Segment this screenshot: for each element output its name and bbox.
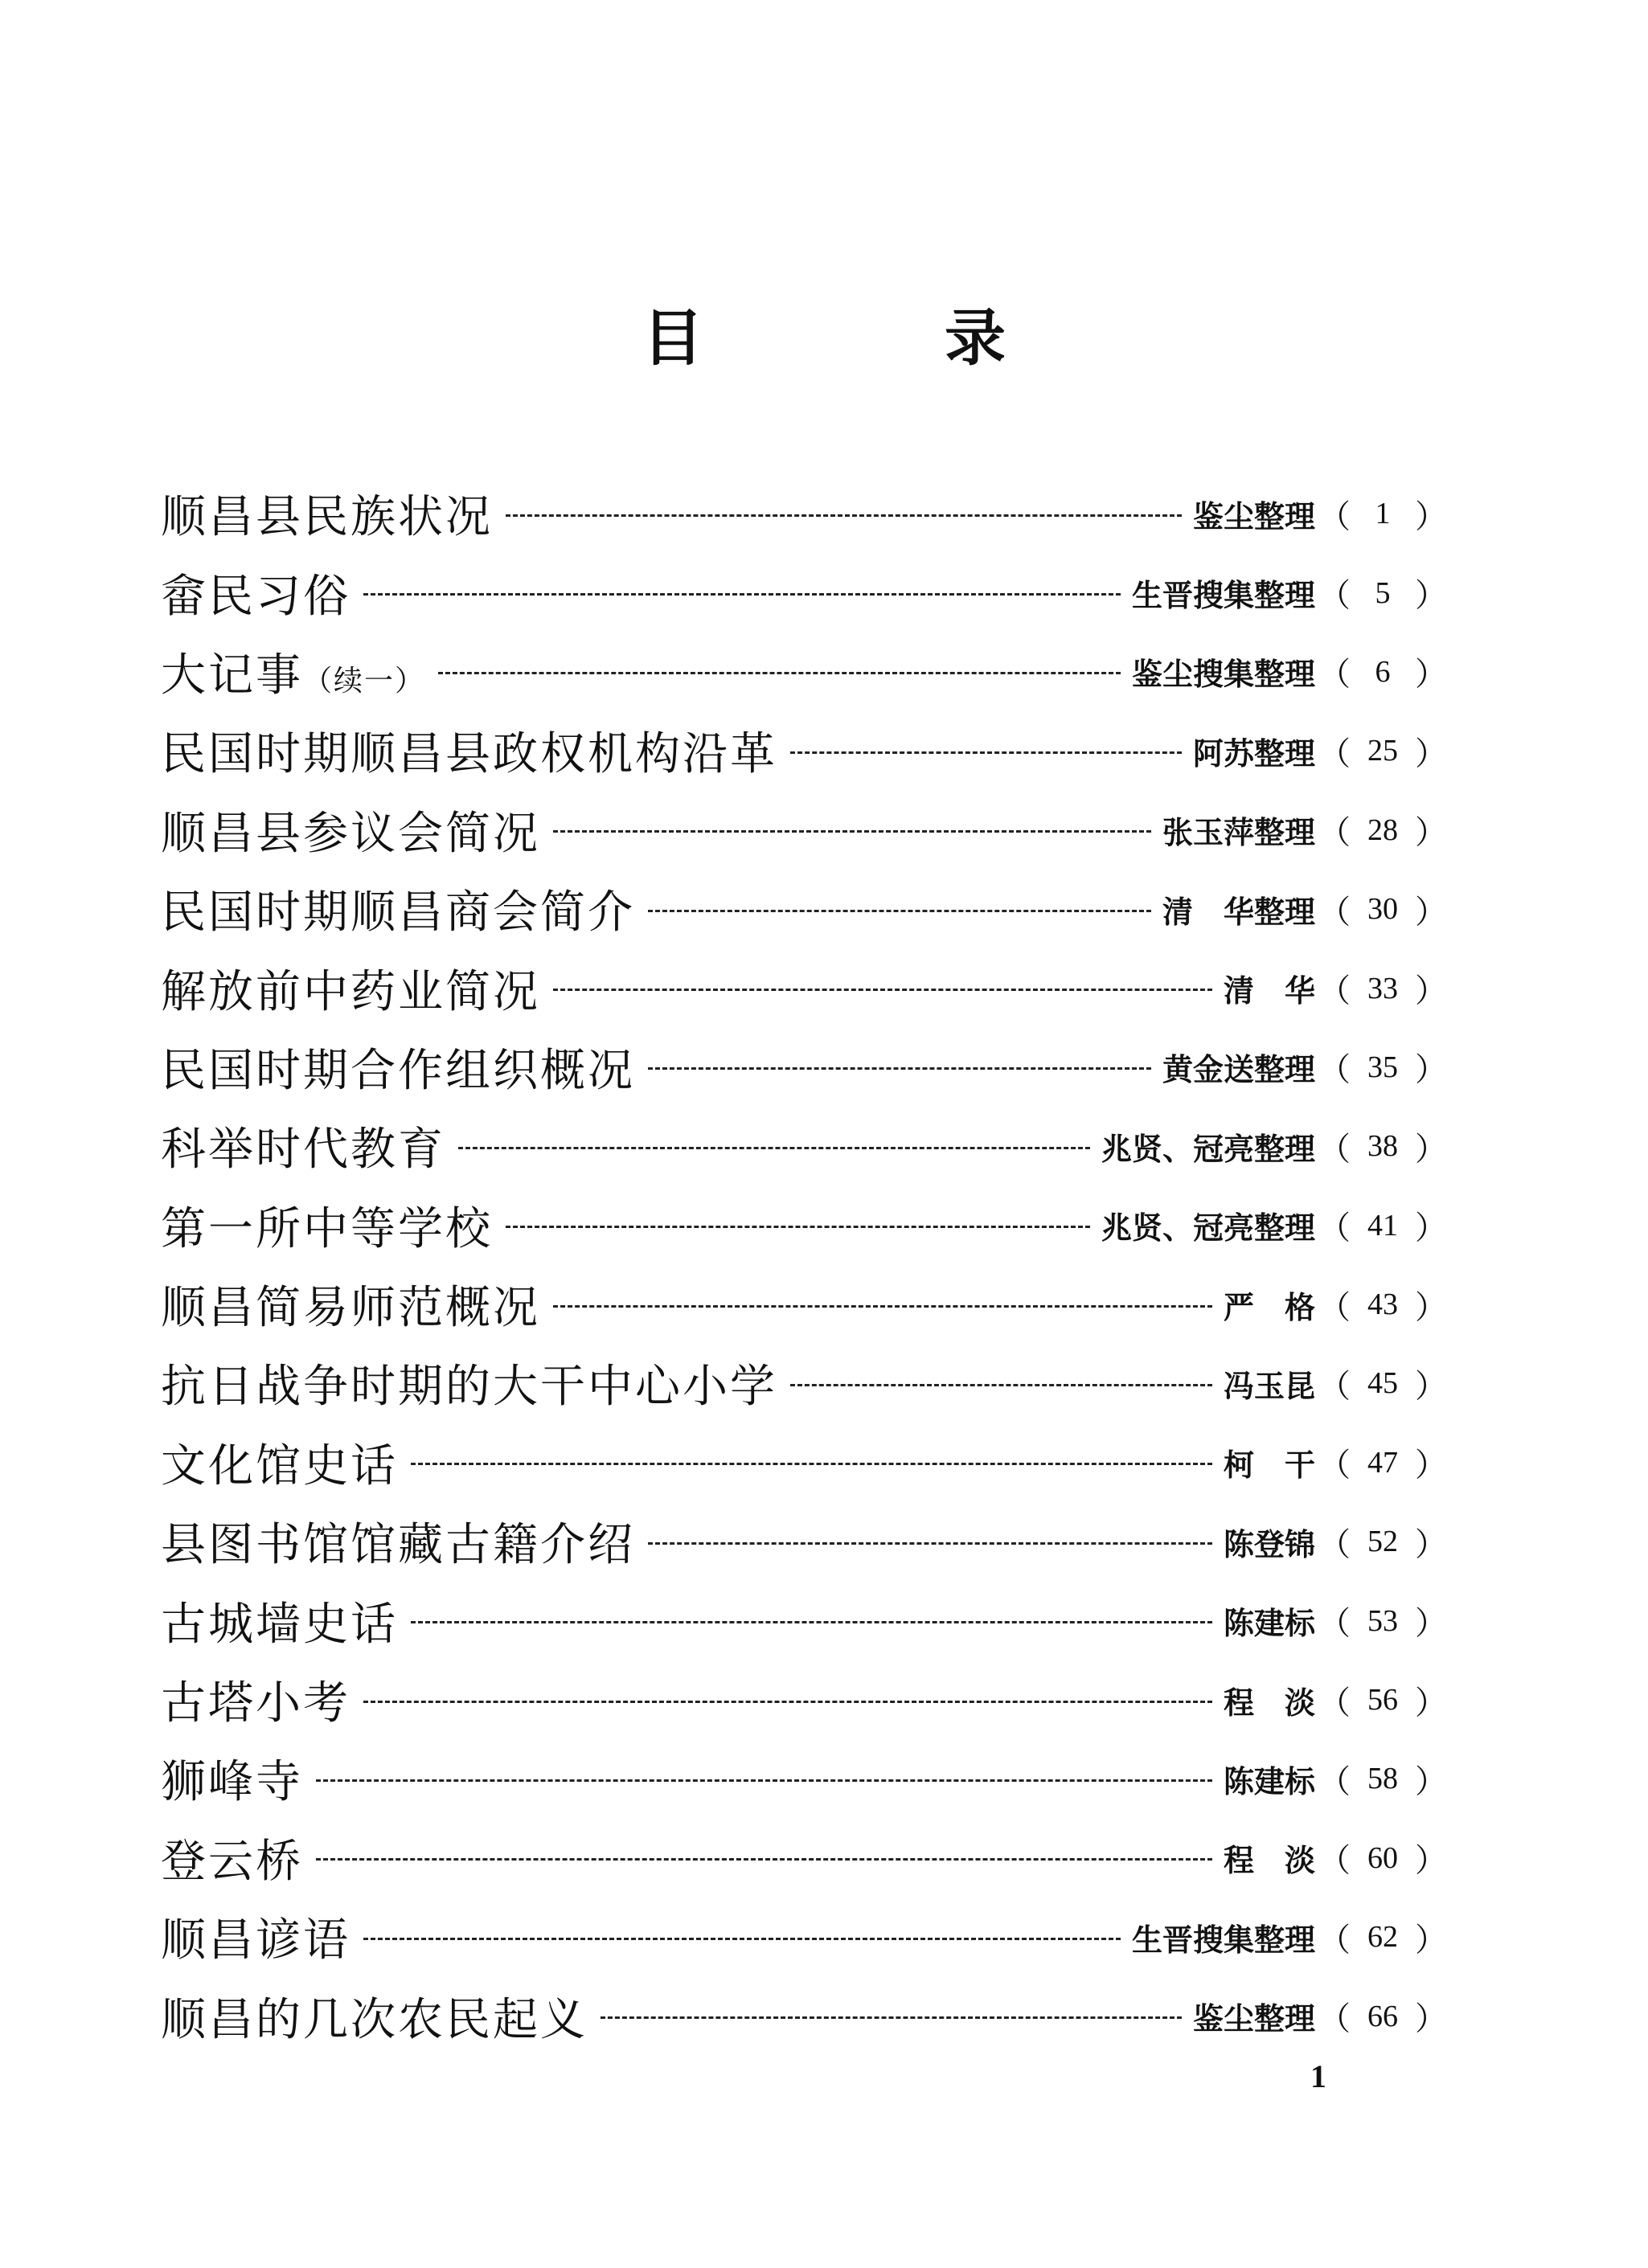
open-paren: （ [1318, 656, 1351, 694]
toc-entry-author: 陈登锦 [1223, 1525, 1315, 1562]
toc-dash-leader [363, 1938, 1121, 1940]
toc-entry-author: 鉴尘整理 [1192, 2000, 1315, 2037]
toc-entry-page-number: 1 [1375, 497, 1391, 531]
close-paren: ） [1415, 1447, 1447, 1484]
toc-dash-leader [438, 672, 1121, 674]
toc-entry-author: 生晋搜集整理 [1131, 1921, 1315, 1958]
page-title [0, 289, 1648, 377]
toc-entry-title-text: 文化馆史话 [161, 1439, 398, 1492]
toc-entry-page-number: 30 [1367, 892, 1398, 927]
toc-entry-page [1318, 1914, 1447, 1960]
toc-entry-title [161, 1431, 398, 1495]
toc-entry-title-text: 第一所中等学校 [161, 1202, 493, 1255]
toc-entry [161, 1344, 1447, 1423]
toc-entry-title [161, 1984, 588, 2049]
open-paren: （ [1318, 497, 1351, 535]
toc-entry-page-number: 66 [1367, 1999, 1398, 2033]
toc-entry-page [1318, 1282, 1447, 1328]
toc-entry-page-number: 33 [1367, 971, 1398, 1005]
open-paren: （ [1318, 1684, 1351, 1721]
page-number: 1 [1310, 2058, 1326, 2094]
toc-entry-author: 严 格 [1223, 1288, 1315, 1325]
open-paren: （ [1318, 814, 1351, 852]
toc-entry [161, 1819, 1447, 1898]
toc-entry-page-number: 52 [1367, 1525, 1398, 1559]
toc-entry-author: 清 华 [1223, 972, 1315, 1009]
close-paren: ） [1415, 1288, 1447, 1326]
toc-entry-page-number: 58 [1367, 1762, 1398, 1796]
toc-entry-title [161, 798, 540, 862]
close-paren: ） [1415, 656, 1447, 694]
toc-entry-page-number: 45 [1367, 1366, 1398, 1401]
toc-entry-title [161, 1114, 445, 1178]
toc-entry-title-text: 民国时期顺昌县政权机构沿革 [161, 728, 777, 781]
toc-dash-leader [553, 1305, 1212, 1308]
toc-entry-page-number: 6 [1375, 654, 1391, 689]
toc-entry-title [161, 640, 425, 704]
toc-dash-leader [363, 593, 1121, 596]
toc-dash-leader [411, 1621, 1212, 1623]
toc-entry-page [1318, 1361, 1447, 1406]
toc-entry-author: 柯 干 [1223, 1447, 1315, 1484]
toc-entry-author: 阿苏整理 [1192, 735, 1315, 772]
toc-entry [161, 1186, 1447, 1265]
toc-entry-author: 陈建标 [1223, 1605, 1315, 1642]
toc-dash-leader [506, 514, 1182, 517]
toc-entry-title [161, 561, 351, 625]
toc-entry-title-text: 古塔小考 [161, 1677, 351, 1730]
toc-entry [161, 1739, 1447, 1818]
toc-dash-leader [316, 1779, 1212, 1782]
toc-entry-author: 兆贤、冠亮整理 [1101, 1210, 1315, 1247]
page-title-char-2: 录 [945, 302, 1006, 374]
close-paren: ） [1415, 1367, 1447, 1405]
toc-dash-leader [316, 1858, 1212, 1861]
toc-entry-page-number: 28 [1367, 813, 1398, 847]
open-paren: （ [1318, 1288, 1351, 1326]
toc-entry-page-number: 38 [1367, 1129, 1398, 1164]
toc-entry-title [161, 877, 635, 941]
toc-entry-page [1318, 1835, 1447, 1881]
toc-entry-title-text: 科举时代教育 [161, 1124, 445, 1177]
toc-dash-leader [553, 989, 1212, 991]
close-paren: ） [1415, 2000, 1447, 2038]
toc-entry-author: 陈建标 [1223, 1762, 1315, 1799]
toc-entry-author: 冯玉昆 [1223, 1367, 1315, 1404]
toc-entry-page-number: 47 [1367, 1445, 1398, 1480]
toc-entry-author: 程 淡 [1223, 1842, 1315, 1879]
open-paren: （ [1318, 1605, 1351, 1643]
toc-entry [161, 791, 1447, 870]
toc-entry-page [1318, 1124, 1447, 1169]
toc-entry-title [161, 1905, 351, 1969]
toc-entry-title-text: 登云桥 [161, 1835, 303, 1888]
toc-entry [161, 711, 1447, 790]
toc-entry-title-text: 解放前中药业简况 [161, 965, 540, 1018]
open-paren: （ [1318, 1210, 1351, 1247]
toc-entry [161, 1265, 1447, 1344]
toc-entry-author: 鉴尘搜集整理 [1131, 656, 1315, 693]
close-paren: ） [1415, 1684, 1447, 1721]
toc-dash-leader [648, 910, 1151, 912]
toc-dash-leader [506, 1226, 1090, 1228]
toc-entry-title-text: 县图书馆馆藏古籍介绍 [161, 1519, 635, 1572]
close-paren: ） [1415, 1051, 1447, 1089]
open-paren: （ [1318, 1447, 1351, 1484]
close-paren: ） [1415, 972, 1447, 1010]
toc-entry [161, 1898, 1447, 1976]
toc-entry-page [1318, 1519, 1447, 1565]
toc-entry-author: 程 淡 [1223, 1684, 1315, 1721]
toc-entry [161, 1423, 1447, 1502]
toc-entry-author: 清 华整理 [1162, 893, 1315, 930]
toc-dash-leader [601, 2016, 1182, 2019]
open-paren: （ [1318, 1921, 1351, 1959]
close-paren: ） [1415, 577, 1447, 615]
toc-entry-title [161, 956, 540, 1021]
toc-entry-title [161, 1746, 303, 1811]
table-of-contents [161, 474, 1447, 2056]
toc-entry [161, 1502, 1447, 1581]
toc-entry-title-text: 抗日战争时期的大干中心小学 [161, 1361, 777, 1414]
page-title-char-1: 目 [642, 302, 703, 374]
toc-entry-page [1318, 965, 1447, 1011]
toc-entry-page [1318, 491, 1447, 537]
toc-entry-page [1318, 649, 1447, 694]
close-paren: ） [1415, 1921, 1447, 1959]
toc-entry-title-text: 顺昌简易师范概况 [161, 1282, 540, 1335]
toc-entry-page [1318, 728, 1447, 774]
open-paren: （ [1318, 1051, 1351, 1089]
toc-entry [161, 870, 1447, 948]
toc-entry-page [1318, 1598, 1447, 1644]
toc-entry-page [1318, 1202, 1447, 1248]
toc-entry [161, 1581, 1447, 1660]
toc-entry-title [161, 1272, 540, 1337]
close-paren: ） [1415, 497, 1447, 535]
toc-entry-title [161, 1668, 351, 1732]
toc-entry-page-number: 41 [1367, 1208, 1398, 1242]
toc-entry-page [1318, 570, 1447, 616]
open-paren: （ [1318, 1367, 1351, 1405]
open-paren: （ [1318, 1130, 1351, 1168]
toc-entry-page [1318, 807, 1447, 853]
toc-entry [161, 633, 1447, 711]
toc-dash-leader [790, 751, 1182, 754]
toc-dash-leader [553, 830, 1151, 833]
toc-entry [161, 1660, 1447, 1739]
open-paren: （ [1318, 2000, 1351, 2038]
close-paren: ） [1415, 1605, 1447, 1643]
open-paren: （ [1318, 1525, 1351, 1563]
toc-entry-author: 黄金送整理 [1162, 1051, 1315, 1088]
toc-entry-author: 张玉萍整理 [1162, 814, 1315, 851]
toc-entry-title-text: 顺昌县民族状况 [161, 491, 493, 544]
toc-entry [161, 474, 1447, 553]
toc-entry-title-text: 古城墙史话 [161, 1598, 398, 1651]
toc-entry-page [1318, 886, 1447, 932]
toc-entry-page-number: 56 [1367, 1683, 1398, 1717]
toc-entry-author: 鉴尘整理 [1192, 497, 1315, 534]
toc-entry-title-text: 顺昌谚语 [161, 1914, 351, 1967]
toc-entry-page [1318, 1993, 1447, 2039]
close-paren: ） [1415, 814, 1447, 852]
toc-entry-title-text: 大记事 [161, 649, 303, 702]
open-paren: （ [1318, 1762, 1351, 1800]
toc-dash-leader [363, 1701, 1212, 1703]
toc-entry-title-text: 顺昌的几次农民起义 [161, 1993, 588, 2046]
toc-entry-page-number: 35 [1367, 1050, 1398, 1084]
open-paren: （ [1318, 893, 1351, 931]
close-paren: ） [1415, 893, 1447, 931]
close-paren: ） [1415, 1525, 1447, 1563]
toc-entry-title [161, 1589, 398, 1653]
toc-entry-page [1318, 1439, 1447, 1485]
toc-entry-title [161, 1509, 635, 1574]
toc-dash-leader [790, 1384, 1212, 1386]
toc-entry-title-text: 民国时期顺昌商会简介 [161, 886, 635, 940]
toc-entry-title-text: 狮峰寺 [161, 1756, 303, 1809]
toc-dash-leader [458, 1147, 1090, 1149]
toc-entry-page [1318, 1677, 1447, 1723]
close-paren: ） [1415, 1210, 1447, 1247]
toc-entry-page [1318, 1044, 1447, 1090]
toc-entry-page [1318, 1756, 1447, 1802]
toc-entry-title [161, 1193, 493, 1258]
open-paren: （ [1318, 1842, 1351, 1880]
close-paren: ） [1415, 1842, 1447, 1880]
toc-entry-title [161, 1826, 303, 1890]
toc-entry-page-number: 60 [1367, 1840, 1398, 1875]
toc-dash-leader [648, 1067, 1151, 1070]
open-paren: （ [1318, 577, 1351, 615]
open-paren: （ [1318, 972, 1351, 1010]
toc-entry-title [161, 481, 493, 546]
toc-dash-leader [411, 1463, 1212, 1465]
toc-entry-author: 生晋搜集整理 [1131, 577, 1315, 614]
toc-entry-title-text: 民国时期合作组织概况 [161, 1044, 635, 1097]
toc-entry-page-number: 25 [1367, 734, 1398, 768]
toc-entry-author: 兆贤、冠亮整理 [1101, 1130, 1315, 1167]
toc-entry-page-number: 62 [1367, 1920, 1398, 1955]
toc-entry-subtitle: （续一） [303, 664, 426, 698]
toc-entry-title-text: 顺昌县参议会简况 [161, 807, 540, 860]
toc-dash-leader [648, 1542, 1212, 1545]
close-paren: ） [1415, 735, 1447, 772]
toc-entry [161, 948, 1447, 1027]
toc-entry-page-number: 5 [1375, 575, 1391, 610]
toc-entry-title-text: 畲民习俗 [161, 570, 351, 623]
toc-entry [161, 553, 1447, 632]
toc-entry [161, 1976, 1447, 2055]
close-paren: ） [1415, 1762, 1447, 1800]
toc-entry-page-number: 43 [1367, 1288, 1398, 1322]
toc-entry-title [161, 1351, 777, 1415]
toc-entry-title [161, 1035, 635, 1099]
toc-entry [161, 1107, 1447, 1185]
open-paren: （ [1318, 735, 1351, 772]
close-paren: ） [1415, 1130, 1447, 1168]
toc-entry-title [161, 718, 777, 783]
toc-entry-page-number: 53 [1367, 1603, 1398, 1638]
toc-entry [161, 1028, 1447, 1107]
